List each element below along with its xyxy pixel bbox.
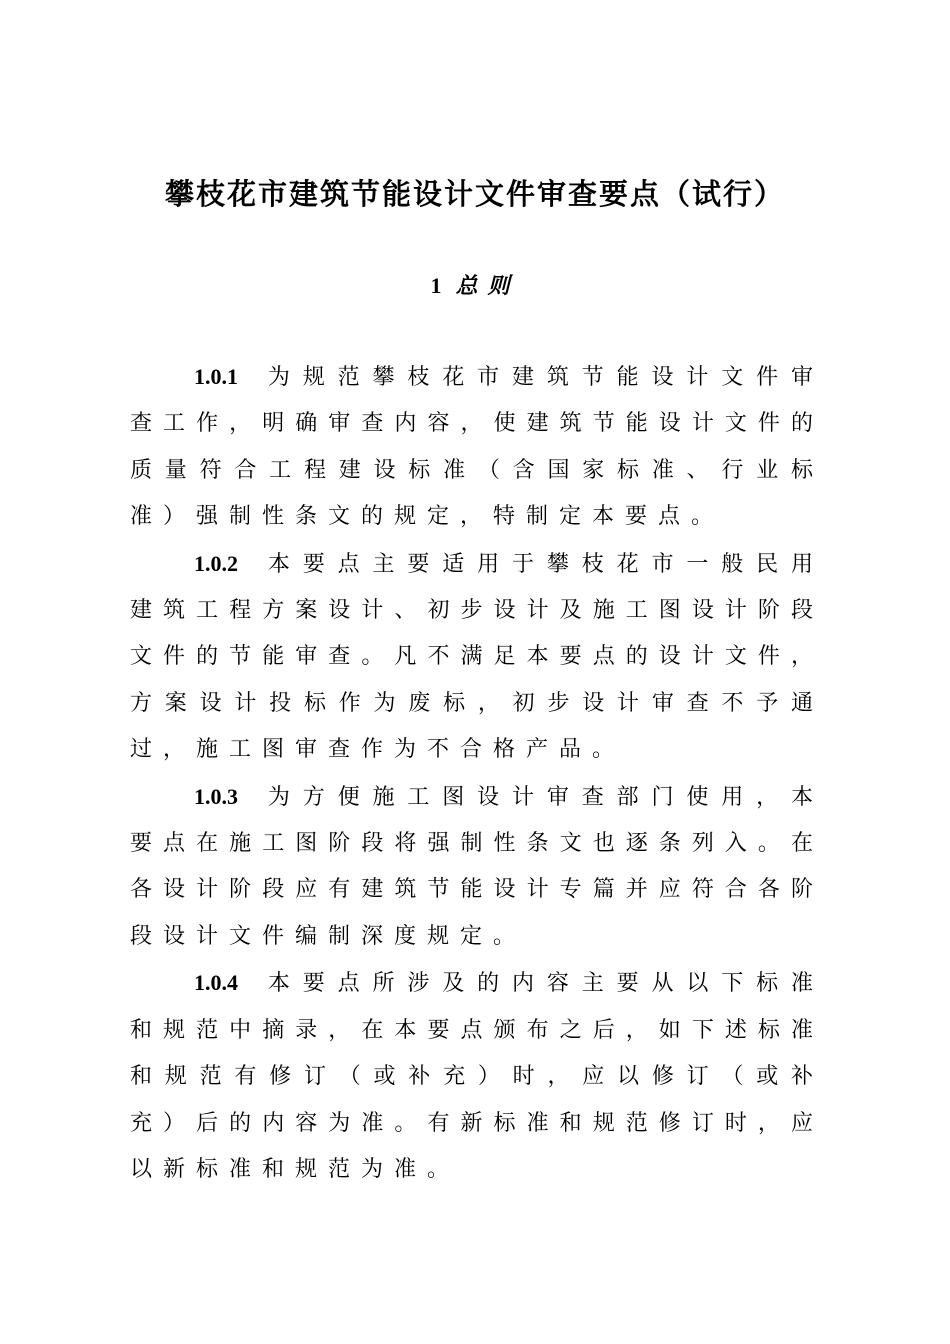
clause-number: 1.0.1	[194, 364, 238, 389]
chapter-name: 总则	[455, 273, 520, 299]
clause-number: 1.0.2	[194, 550, 238, 576]
clause-1-0-2	[130, 541, 824, 774]
clause-1-0-3	[130, 774, 824, 961]
clause-text: 为方便施工图设计审查部门使用，本要点在施工图阶段将强制性条文也逐条列入。在各设计阶段应有建筑节能设计专篇并应符合各阶段设计文件编制深度规定。	[130, 784, 824, 949]
clause-1-0-4	[130, 960, 824, 1193]
clause-text: 本要点主要适用于攀枝花市一般民用建筑工程方案设计、初步设计及施工图设计阶段文件的节能审查。凡不满足本要点的设计文件，方案设计投标作为废标，初步设计审查不予通过，施工图审查作为不合格产品。	[130, 551, 824, 763]
clause-number: 1.0.4	[194, 970, 238, 996]
chapter-body	[130, 354, 824, 1193]
document-title: 攀枝花市建筑节能设计文件审查要点（试行）	[164, 177, 785, 211]
clause-1-0-1	[130, 354, 824, 541]
clause-number: 1.0.3	[194, 783, 238, 809]
chapter-number: 1	[430, 273, 442, 298]
clause-text: 为规范攀枝花市建筑节能设计文件审查工作，明确审查内容，使建筑节能设计文件的质量符合工程建设标准（含国家标准、行业标准）强制性条文的规定，特制定本要点。	[130, 365, 824, 530]
chapter-heading	[0, 266, 950, 306]
clause-text: 本要点所涉及的内容主要从以下标准和规范中摘录，在本要点颁布之后，如下述标准和规范有修订（或补充）时，应以修订（或补充）后的内容为准。有新标准和规范修订时，应以新标准和规范为准。	[130, 971, 824, 1182]
